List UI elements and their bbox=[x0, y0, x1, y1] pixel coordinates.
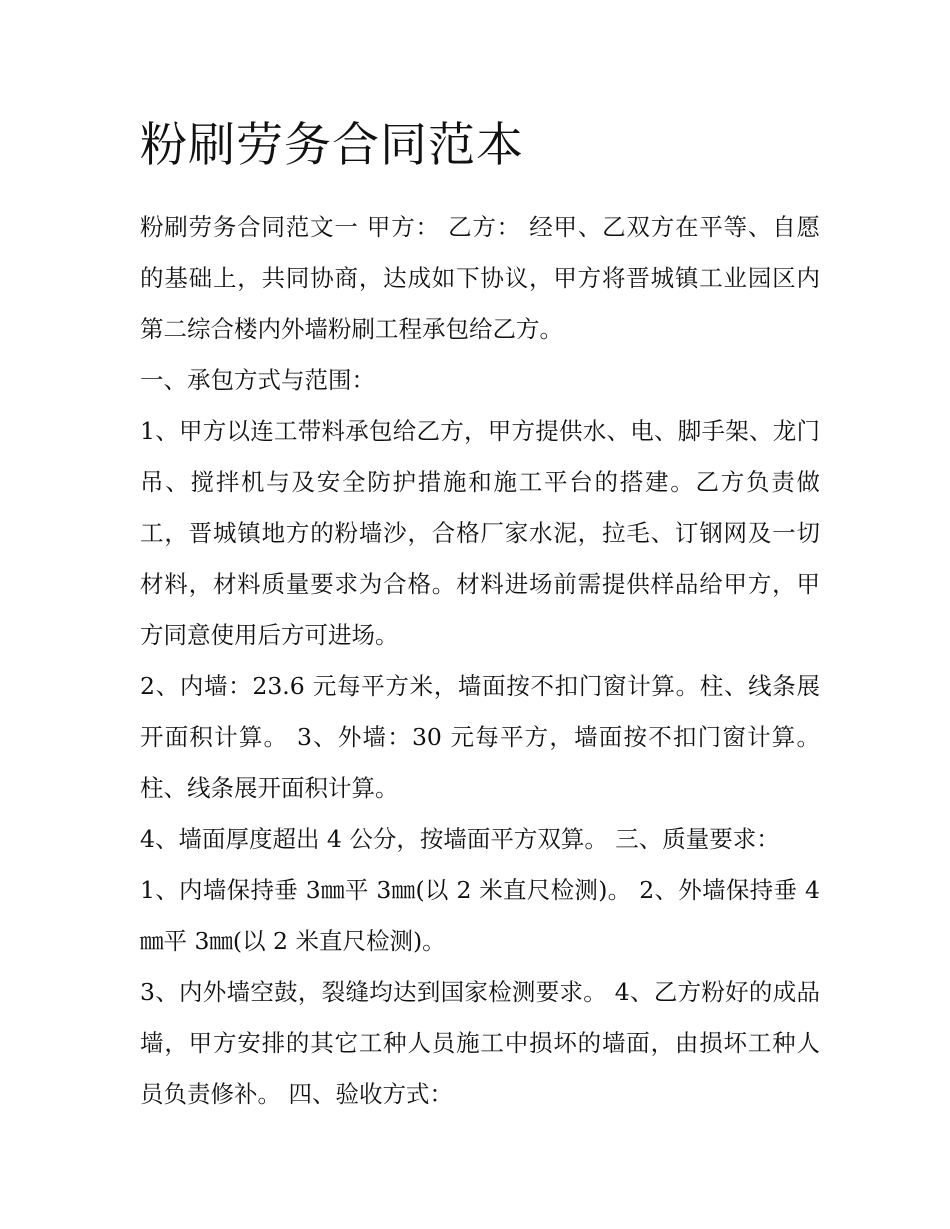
paragraph-clause-4: 4、墙面厚度超出 4 公分，按墙面平方双算。 三、质量要求： bbox=[140, 825, 780, 853]
paragraph-quality-1-2: 1、内墙保持垂 3㎜平 3㎜(以 2 米直尺检测)。 2、外墙保持垂 4 ㎜平 3㎜(以 2 米直尺检测)。 bbox=[140, 876, 820, 955]
paragraph-clause-1: 1、甲方以连工带料承包给乙方，甲方提供水、电、脚手架、龙门吊、搅拌机与及安全防护措施和施工平台的搭建。乙方负责做工，晋城镇地方的粉墙沙，合格厂家水泥，拉毛、订钢网及一切材料，材料质量要求为合格。材料进场前需提供样品给甲方，甲方同意使用后方可进场。 bbox=[140, 417, 820, 649]
document-body bbox=[140, 112, 820, 1120]
document-title: 粉刷劳务合同范本 bbox=[140, 118, 524, 173]
paragraph-intro: 粉刷劳务合同范文一 甲方： 乙方： 经甲、乙双方在平等、自愿的基础上，共同协商，达成如下协议，甲方将晋城镇工业园区内第二综合楼内外墙粉刷工程承包给乙方。 bbox=[140, 213, 820, 343]
paragraph-section-1-heading: 一、承包方式与范围： bbox=[140, 366, 375, 394]
paragraph-quality-3-4: 3、内外墙空鼓，裂缝均达到国家检测要求。 4、乙方粉好的成品墙，甲方安排的其它工种人员施工中损坏的墙面，由损坏工种人员负责修补。 四、验收方式： bbox=[140, 978, 820, 1108]
paragraph-clause-2-3: 2、内墙：23.6 元每平方米，墙面按不扣门窗计算。柱、线条展开面积计算。 3、外墙：30 元每平方，墙面按不扣门窗计算。柱、线条展开面积计算。 bbox=[140, 672, 820, 802]
